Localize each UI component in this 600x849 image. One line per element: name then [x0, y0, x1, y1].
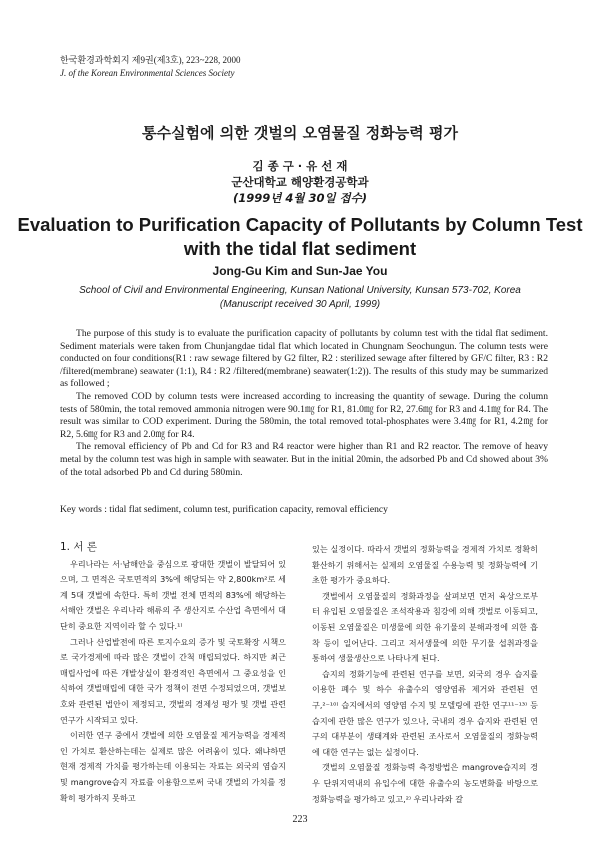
section-heading-introduction: 1. 서 론	[60, 541, 97, 553]
journal-name: J. of the Korean Environmental Sciences Society	[60, 68, 235, 78]
body-paragraph: 있는 실정이다. 따라서 갯벌의 정화능력을 경제적 가치로 정확히 환산하기 위해서는 실제의 오염물질 수용능력 및 정화능력에 기초한 평가가 중요하다.	[312, 544, 538, 586]
english-received-date: (Manuscript received 30 April, 1999)	[219, 299, 381, 310]
english-title-line-2: with the tidal flat sediment	[183, 238, 417, 259]
english-authors: Jong-Gu Kim and Sun-Jae You	[212, 264, 388, 278]
running-header	[60, 54, 240, 80]
body-right-column	[312, 542, 538, 807]
body-paragraph: 습지의 정화기능에 관련된 연구를 보면, 외국의 경우 습지를 이용한 폐수 및 하수 유출수의 영양염류 제거와 관련된 연구,²⁻¹⁰⁾ 습지에서의 영양염 수지 및 모델링에 관한 연구¹¹⁻¹³⁾ 등 습지에 관한 많은 연구가 있으나, 국내의 경우 습지와 관련된 연구의 대부분이 생태계와 관련된 조사로서 오염물질의 정화능력에 대한 연구는 없는 실정이다.	[312, 668, 538, 757]
abstract-paragraph: The purpose of this study is to evaluate the purification capacity of pollutants by column test with the tidal flat sediment. Sediment materials were taken from Chunjangdae tidal flat which located in Chungnam Seochungun. The column tests were conducted on four conditions(R1 : raw sewage filtered by G2 filter, R2 : sterilized sewage after filtered by GF/C filter, R3 : R2 /filtered(membrane) seawater (1:1), R4 : R2 /filtered(membrane) seawater(1:2)). The results of this study may be summarized as followed ;	[60, 328, 548, 390]
body-paragraph: 갯벌에서 오염물질의 정화과정을 살펴보면 먼저 육상으로부터 유입된 오염물질은 조석작용과 침강에 의해 갯벌로 이동되고, 이동된 오염물질은 미생물에 의한 유기물의 분해과정에 의한 흡착 등이 일어난다. 그리고 저서생물에 의한 무기물 섭취과정을 통하여 생물생산으로 나타나게 된다.	[312, 590, 538, 664]
english-title-line-1: Evaluation to Purification Capacity of Pollutants by Column Test	[17, 214, 583, 235]
korean-affiliation: 군산대학교 해양환경공학과	[231, 175, 369, 189]
korean-received-date: (1999년 4월 30일 접수)	[232, 191, 368, 205]
body-left-column	[60, 540, 286, 806]
english-affiliation: School of Civil and Environmental Engineering, Kunsan National University, Kunsan 573-702, Korea	[79, 285, 521, 296]
abstract	[60, 328, 548, 479]
citation-line: 한국환경과학회지 제9권(제3호), 223~228, 2000	[60, 55, 241, 65]
keywords: Key words : tidal flat sediment, column test, purification capacity, removal efficiency	[60, 504, 388, 515]
body-paragraph: 갯벌의 오염물질 정화능력 측정방법은 mangrove습지의 경우 단위지역내의 유입수에 대한 유출수의 농도변화를 바탕으로 정화능력을 평가하고 있고,²⁾ 우리나라와 갈	[312, 762, 538, 804]
abstract-paragraph: The removed COD by column tests were increased according to increasing the quantity of sewage. During the column tests of 580min, the total removed ammonia nitrogen were 90.1㎎ for R1, 81.0㎎ for R2, 27.6㎎ for R3 and 4.1㎎ for R4. The result was similar to COD experiment. During the 580min, the total removed total-phosphates were 3.4㎎ for R1, 4.2㎎ for R2, 5.6㎎ for R3 and 2.0㎎ for R4.	[60, 390, 548, 440]
abstract-paragraph: The removal efficiency of Pb and Cd for R3 and R4 reactor were higher than R1 and R2 reactor. The remove of heavy metal by the column test was high in sample with seawater. But in the initial 20min, the adsorbed Pb and Cd showed about 3% of the total adsorbed Pb and Cd during 580min.	[60, 441, 548, 478]
korean-author-block	[0, 158, 600, 206]
body-paragraph: 우리나라는 서·남해안을 중심으로 광대한 갯벌이 발달되어 있으며, 그 면적은 국토면적의 3%에 해당되는 약 2,800km²로 세계 5대 갯벌에 속한다. 특히 갯벌 전체 면적의 83%에 해당하는 서해안 갯벌은 우리나라 해류의 주 생산지로 수산업 측면에서 대단히 중요한 지역이라 할 수 있다.¹⁾	[60, 558, 286, 631]
english-title	[0, 213, 600, 261]
korean-authors: 김 종 구 · 유 선 재	[252, 159, 348, 173]
page-number: 223	[292, 814, 308, 825]
body-paragraph: 이러한 연구 중에서 갯벌에 의한 오염물질 제거능력을 경제적인 가치로 환산하는데는 실제로 많은 어려움이 있다. 왜냐하면 현재 경제적 가치를 평가하는데 이용되는 자료는 외국의 염습지 및 mangrove습지 자료를 이용함으로써 국내 갯벌의 가치를 정확히 평가하지 못하고	[60, 730, 286, 803]
korean-title: 통수실험에 의한 갯벌의 오염물질 정화능력 평가	[142, 124, 458, 142]
body-paragraph: 그러나 산업발전에 따른 토지수요의 증가 및 국토확장 시책으로 국가경제에 따라 많은 갯벌이 간척 매립되었다. 하지만 최근 매립사업에 따른 개발상실이 환경적인 측면에서 그 중요성을 인식하여 갯벌매립에 대한 국가 정책이 전면 수정되었으며, 갯벌보호와 관련된 법안이 제정되고, 갯벌의 경제성 평가 및 갯벌 관련 연구가 시작되고 있다.	[60, 636, 286, 725]
english-affiliation-block	[0, 284, 600, 312]
